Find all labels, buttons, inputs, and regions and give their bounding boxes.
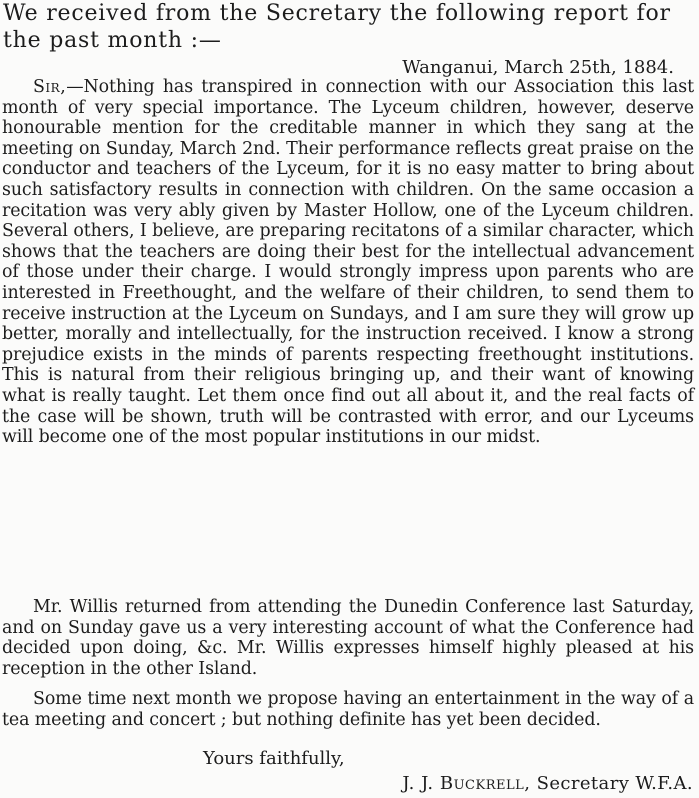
letter-paragraph-1: [2, 77, 694, 448]
signer-name: J. J. Buckrell,: [402, 773, 531, 794]
paragraph-1-body: —Nothing has transpired in connection with our Association this last month of very special importance. The Lyceum children, however, deserve honourable mention for the creditable manner in which they sang at the meeting on Sunday, March 2nd. Their performance reflects great praise on the conductor and teachers of the Lyceum, for it is no easy matter to bring about such satisfactory results in connection with children. On the same occasion a recitation was very ably given by Master Hollow, one of the Lyceum children. Several others, I believe, are preparing recitatons of a similar character, which shows that the teachers are doing their best for the intellectual advancement of those under their charge. I would strongly impress upon parents who are interested in Freethought, and the welfare of their children, to send them to receive instruction at the Lyceum on Sundays, and I am sure they will grow up better, morally and intellectually, for the instruction received. I know a strong prejudice exists in the minds of parents respecting freethought institutions. This is natural from their religious bringing up, and their want of knowing what is really taught. Let them once find out all about it, and the real facts of the case will be shown, truth will be contrasted with error, and our Lyceums will become one of the most popular institutions in our midst.: [2, 77, 694, 448]
letter-paragraph-2: Mr. Willis returned from attending the Dunedin Conference last Saturday, and on Sunday gave us a very interesting account of what the Conference had decided upon doing, &c. Mr. Willis expresses himself highly pleased at his reception in the other Island.: [2, 597, 694, 679]
letter-paragraph-3: Some time next month we propose having an entertainment in the way of a tea meeting and concert ; but nothing definite has yet been decided.: [2, 689, 694, 730]
dateline: Wanganui, March 25th, 1884.: [402, 57, 674, 78]
closing: Yours faithfully,: [203, 748, 345, 769]
signature: [402, 773, 693, 795]
salutation: Sir,: [33, 77, 67, 97]
signer-title: Secretary W.F.A.: [530, 773, 693, 794]
intro-line: We received from the Secretary the following report for the past month :—: [3, 1, 671, 53]
